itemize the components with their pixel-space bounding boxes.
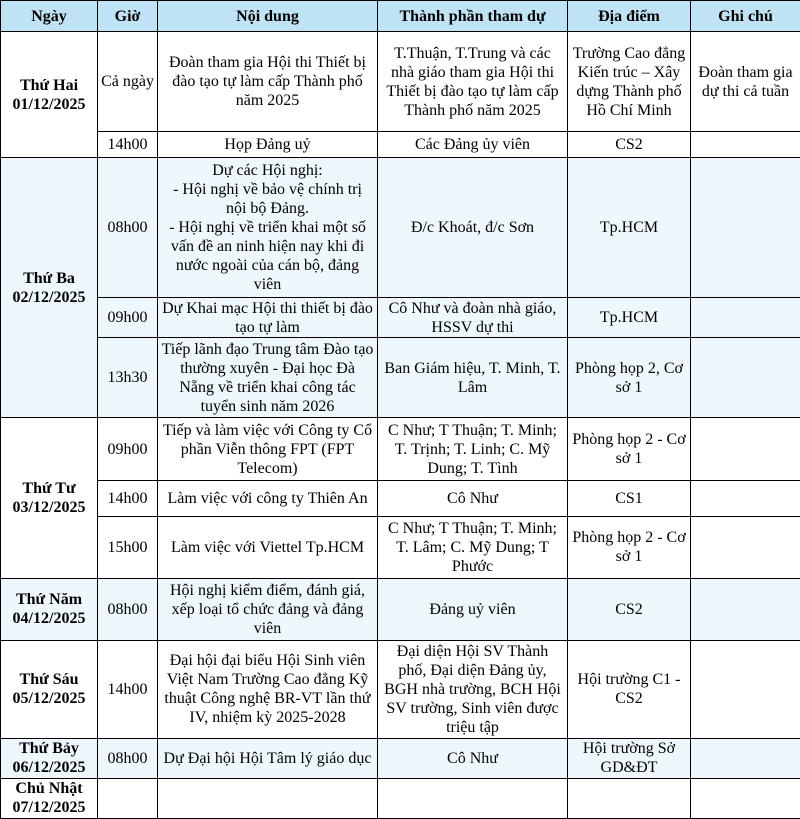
note-cell	[691, 640, 800, 738]
attendees-cell: Đ/c Khoát, đ/c Sơn	[378, 158, 568, 298]
day-cell	[1, 778, 98, 818]
time-cell: 14h00	[98, 132, 158, 158]
note-cell	[691, 132, 800, 158]
content-cell: Đoàn tham gia Hội thi Thiết bị đào tạo tự làm cấp Thành phố năm 2025	[158, 32, 378, 132]
day-date: 05/12/2025	[12, 690, 86, 708]
location-cell: Tp.HCM	[568, 298, 691, 338]
location-cell	[568, 778, 691, 818]
note-cell	[691, 738, 800, 778]
attendees-cell: C Như; T Thuận; T. Minh; T. Lâm; C. Mỹ Dung; T Phước	[378, 516, 568, 578]
schedule-row	[1, 338, 800, 418]
schedule-row	[1, 778, 800, 818]
day-date: 02/12/2025	[12, 288, 86, 306]
schedule-row	[1, 132, 800, 158]
attendees-cell: Ban Giám hiệu, T. Minh, T. Lâm	[378, 338, 568, 418]
location-cell: Hội trường C1 - CS2	[568, 640, 691, 738]
content-cell: Tiếp và làm việc với Công ty Cổ phần Viễn thông FPT (FPT Telecom)	[158, 418, 378, 480]
time-cell: 14h00	[98, 480, 158, 516]
header-day: Ngày	[1, 1, 98, 32]
note-cell	[691, 516, 800, 578]
time-cell: 08h00	[98, 578, 158, 640]
location-cell: CS1	[568, 480, 691, 516]
schedule-body	[1, 32, 800, 819]
attendees-cell: Các Đảng ủy viên	[378, 132, 568, 158]
day-name: Thứ Sáu	[19, 671, 79, 689]
day-cell	[1, 578, 98, 640]
day-cell	[1, 640, 98, 738]
day-date: 04/12/2025	[12, 610, 86, 628]
note-cell	[691, 298, 800, 338]
location-cell: Tp.HCM	[568, 158, 691, 298]
time-cell: 15h00	[98, 516, 158, 578]
schedule-row	[1, 32, 800, 132]
location-cell: Hội trường Sở GD&ĐT	[568, 738, 691, 778]
time-cell: 08h00	[98, 738, 158, 778]
day-date: 07/12/2025	[12, 799, 86, 817]
day-cell	[1, 418, 98, 578]
location-cell: Trường Cao đẳng Kiến trúc – Xây dựng Thành phố Hồ Chí Minh	[568, 32, 691, 132]
day-name: Thứ Ba	[23, 269, 75, 287]
attendees-cell: Cô Như	[378, 738, 568, 778]
location-cell: Phòng họp 2 - Cơ sở 1	[568, 418, 691, 480]
location-cell: Phòng họp 2 - Cơ sở 1	[568, 516, 691, 578]
schedule-row	[1, 158, 800, 298]
day-cell	[1, 738, 98, 778]
attendees-cell: Cô Như	[378, 480, 568, 516]
schedule-row	[1, 738, 800, 778]
day-name: Thứ Hai	[19, 76, 79, 94]
location-cell: Phòng họp 2, Cơ sở 1	[568, 338, 691, 418]
content-cell	[158, 778, 378, 818]
note-cell	[691, 418, 800, 480]
time-cell: Cả ngày	[98, 32, 158, 132]
time-cell: 14h00	[98, 640, 158, 738]
attendees-cell: C Như; T Thuận; T. Minh; T. Trịnh; T. Linh; C. Mỹ Dung; T. Tình	[378, 418, 568, 480]
day-cell	[1, 32, 98, 158]
attendees-cell: T.Thuận, T.Trung và các nhà giáo tham gia Hội thi Thiết bị đào tạo tự làm cấp Thành phố năm 2025	[378, 32, 568, 132]
schedule-row	[1, 578, 800, 640]
header-location: Địa điểm	[568, 1, 691, 32]
content-cell: Làm việc với Viettel Tp.HCM	[158, 516, 378, 578]
content-cell: Đại hội đại biểu Hội Sinh viên Việt Nam Trường Cao đẳng Kỹ thuật Công nghệ BR-VT lần thứ IV, nhiệm kỳ 2025-2028	[158, 640, 378, 738]
schedule-row	[1, 480, 800, 516]
content-cell: Họp Đảng uỷ	[158, 132, 378, 158]
day-name: Chủ Nhật	[15, 780, 83, 798]
header-content: Nội dung	[158, 1, 378, 32]
schedule-row	[1, 418, 800, 480]
location-cell: CS2	[568, 578, 691, 640]
attendees-cell: Đảng uỷ viên	[378, 578, 568, 640]
day-date: 01/12/2025	[12, 95, 86, 113]
time-cell: 09h00	[98, 418, 158, 480]
time-cell: 13h30	[98, 338, 158, 418]
attendees-cell: Cô Như và đoàn nhà giáo, HSSV dự thi	[378, 298, 568, 338]
day-date: 03/12/2025	[12, 499, 86, 517]
time-cell: 09h00	[98, 298, 158, 338]
content-cell: Tiếp lãnh đạo Trung tâm Đào tạo thường xuyên - Đại học Đà Nẵng về triển khai công tác tuyển sinh năm 2026	[158, 338, 378, 418]
content-cell: Hội nghị kiểm điểm, đánh giá, xếp loại tổ chức đảng và đảng viên	[158, 578, 378, 640]
header-attendees: Thành phần tham dự	[378, 1, 568, 32]
day-name: Thứ Năm	[15, 591, 83, 609]
header-row	[1, 1, 800, 32]
header-time: Giờ	[98, 1, 158, 32]
content-cell: Làm việc với công ty Thiên An	[158, 480, 378, 516]
schedule-row	[1, 298, 800, 338]
time-cell	[98, 778, 158, 818]
time-cell: 08h00	[98, 158, 158, 298]
day-cell	[1, 158, 98, 418]
attendees-cell	[378, 778, 568, 818]
location-cell: CS2	[568, 132, 691, 158]
note-cell	[691, 778, 800, 818]
note-cell: Đoàn tham gia dự thi cả tuần	[691, 32, 800, 132]
note-cell	[691, 338, 800, 418]
note-cell	[691, 480, 800, 516]
schedule-row	[1, 516, 800, 578]
content-cell: Dự Đại hội Hội Tâm lý giáo dục	[158, 738, 378, 778]
day-name: Thứ Tư	[22, 480, 76, 498]
content-cell: Dự các Hội nghị: - Hội nghị về bảo vệ chính trị nội bộ Đảng. - Hội nghị về triển khai một số vấn đề an ninh hiện nay khi đi nước ngoài của cán bộ, đảng viên	[158, 158, 378, 298]
header-note: Ghi chú	[691, 1, 800, 32]
day-date: 06/12/2025	[12, 759, 86, 777]
content-cell: Dự Khai mạc Hội thi thiết bị đào tạo tự làm	[158, 298, 378, 338]
note-cell	[691, 578, 800, 640]
note-cell	[691, 158, 800, 298]
attendees-cell: Đại diện Hội SV Thành phố, Đại diện Đảng ủy, BGH nhà trường, BCH Hội SV trường, Sinh viên được triệu tập	[378, 640, 568, 738]
schedule-row	[1, 640, 800, 738]
day-name: Thứ Bảy	[19, 740, 79, 758]
